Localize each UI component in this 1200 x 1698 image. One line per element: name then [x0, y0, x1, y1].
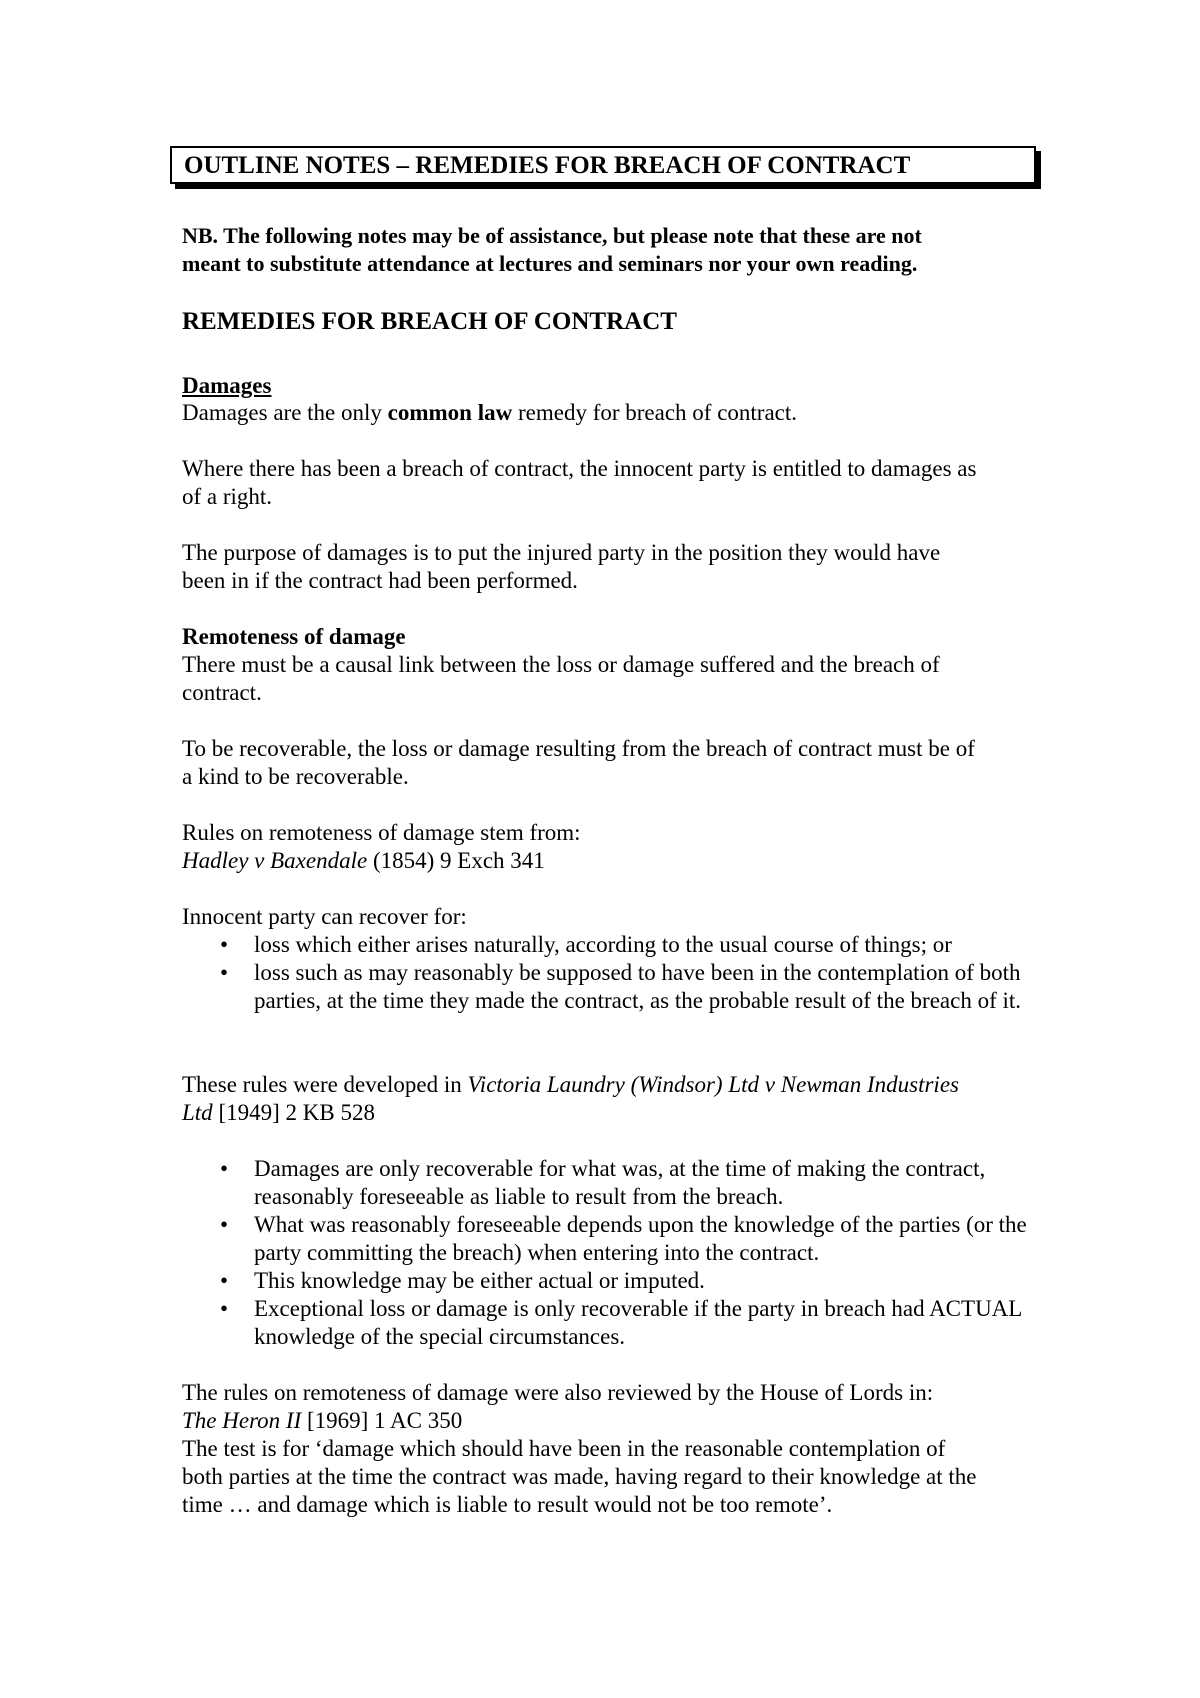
- bullet-icon: •: [220, 932, 229, 957]
- nb-note-line-2: meant to substitute attendance at lectures and seminars nor your own reading.: [182, 251, 918, 276]
- list-item: • loss such as may reasonably be supposed to have been in the contemplation of both parties, at the time they made the contract, as the probable result of the breach of it.: [220, 960, 1022, 1013]
- case-name-victoria-laundry: Victoria Laundry (Windsor) Ltd v Newman Industries: [467, 1072, 959, 1097]
- remoteness-paragraph-2-line-1: To be recoverable, the loss or damage resulting from the breach of contract must be of: [182, 736, 975, 761]
- bullet-icon: •: [220, 1296, 229, 1321]
- bullet-icon: •: [220, 1268, 229, 1293]
- victoria-laundry-line-2: Ltd [1949] 2 KB 528: [182, 1100, 375, 1125]
- bullet-icon: •: [220, 1212, 229, 1237]
- bullet-icon: •: [220, 1156, 229, 1181]
- remoteness-rules-intro: Rules on remoteness of damage stem from:: [182, 820, 581, 845]
- list-item: • Damages are only recoverable for what was, at the time of making the contract, reasonably foreseeable as liable to result from the breach.: [220, 1156, 986, 1209]
- case-citation-heron: The Heron II [1969] 1 AC 350: [182, 1408, 463, 1433]
- list-item: • This knowledge may be either actual or imputed.: [220, 1268, 705, 1293]
- foreseeability-bullet-list: [182, 1155, 1044, 1351]
- victoria-laundry-line-1: These rules were developed in Victoria Laundry (Windsor) Ltd v Newman Industries: [182, 1072, 959, 1097]
- case-name-heron: The Heron II: [182, 1408, 302, 1433]
- title-box: [170, 146, 1036, 184]
- recovery-bullet-list: [182, 931, 1044, 1015]
- nb-note-line-1: NB. The following notes may be of assistance, but please note that these are not: [182, 223, 922, 248]
- damages-paragraph-3-line-2: been in if the contract had been performed.: [182, 568, 578, 593]
- remoteness-paragraph-1-line-1: There must be a causal link between the loss or damage suffered and the breach of: [182, 652, 940, 677]
- list-item: • Exceptional loss or damage is only recoverable if the party in breach had ACTUAL knowledge of the special circumstances.: [220, 1296, 1022, 1349]
- common-law-term: common law: [387, 400, 513, 425]
- test-quote-line-2: both parties at the time the contract was made, having regard to their knowledge at the: [182, 1464, 977, 1489]
- damages-heading: Damages: [182, 373, 272, 398]
- remoteness-paragraph-1-line-2: contract.: [182, 680, 262, 705]
- remoteness-heading: Remoteness of damage: [182, 624, 406, 649]
- test-quote-line-3: time … and damage which is liable to result would not be too remote’.: [182, 1492, 833, 1517]
- damages-paragraph-3-line-1: The purpose of damages is to put the injured party in the position they would have: [182, 540, 941, 565]
- damages-paragraph-2-line-2: of a right.: [182, 484, 273, 509]
- case-citation-hadley: Hadley v Baxendale (1854) 9 Exch 341: [182, 848, 545, 873]
- list-item: • What was reasonably foreseeable depends upon the knowledge of the parties (or the party committing the breach) when entering into the contract.: [220, 1212, 1027, 1265]
- damages-paragraph-2-line-1: Where there has been a breach of contract, the innocent party is entitled to damages as: [182, 456, 977, 481]
- remoteness-paragraph-2-line-2: a kind to be recoverable.: [182, 764, 409, 789]
- document-title: OUTLINE NOTES – REMEDIES FOR BREACH OF CONTRACT: [184, 152, 911, 179]
- main-heading: REMEDIES FOR BREACH OF CONTRACT: [182, 308, 677, 335]
- bullet-icon: •: [220, 960, 229, 985]
- heron-intro: The rules on remoteness of damage were also reviewed by the House of Lords in:: [182, 1380, 934, 1405]
- test-quote-line-1: The test is for ‘damage which should have been in the reasonable contemplation of: [182, 1436, 946, 1461]
- damages-paragraph-1: Damages are the only common law remedy for breach of contract.: [182, 400, 798, 425]
- recover-intro: Innocent party can recover for:: [182, 904, 467, 929]
- case-name-hadley: Hadley v Baxendale: [182, 848, 368, 873]
- list-item: • loss which either arises naturally, according to the usual course of things; or: [220, 932, 952, 957]
